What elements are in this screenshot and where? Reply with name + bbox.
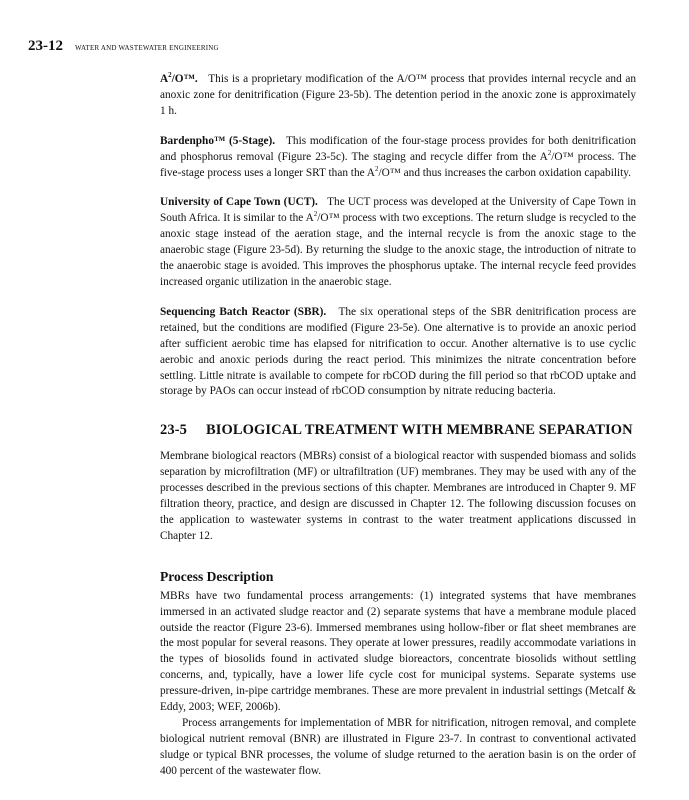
paragraph-text: /O™ process. The five-stage process uses a longer SRT than the A [160,150,636,179]
page-body [160,72,636,794]
paragraph-text: /O™ process with two exceptions. The return sludge is recycled to the anoxic stage instead of the aeration stage, and the internal recycle is from the anoxic stage to the anaerobic stage (Figure 23-5d). By returning the sludge to the anoxic stage, the introduction of nitrate to the anaerobic stage is avoided. This improves the phosphorus uptake. The internal recycle feed provides increased organic utilization in the anaerobic stage. [160,212,636,288]
run-in-heading: Sequencing Batch Reactor (SBR). [160,305,327,318]
process-description-paragraph: MBRs have two fundamental process arrangements: (1) integrated systems that have membranes immersed in an activated sludge reactor and (2) separate systems that have a membrane module placed outside the reactor (Figure 23-6). Immersed membranes using hollow-fiber or flat sheet membranes are the most popular for several reasons. They operate at lower pressures, readily accommodate variations in the types of biosolids found in activated sludge bioreactors, concentrate biosolids without settling concerns, and, typically, have a lower life cycle cost for municipal systems. Separate systems use pressure-driven, in-pipe cartridge membranes. These are more prevalent in industrial settings (Metcalf & Eddy, 2003; WEF, 2006b). [160,589,636,714]
paragraph-sbr [160,305,636,400]
paragraph-text: This is a proprietary modification of the A/O™ process that provides internal recycle and an anoxic zone for denitrification (Figure 23-5b). The detention period in the anoxic zone is approximately 1 h. [160,73,636,117]
paragraph-text: /O™ and thus increases the carbon oxidation capability. [378,166,631,179]
run-in-heading: University of Cape Town (UCT). [160,196,318,209]
paragraph-text: The UCT process was developed at the University of Cape Town in South Africa. It is similar to the A [160,196,636,225]
paragraph-text: The six operational steps of the SBR denitrification process are retained, but the conditions are modified (Figure 23-5e). One alternative is to provide an anoxic period after sufficient aerobic time has elapsed for nitrification to occur. Another alternative is to use cyclic aerobic and anoxic periods during the react period. This minimizes the nitrate concentration before settling. Little nitrate is available to compete for rbCOD during the fill period so that rbCOD uptake and storage by PAOs can occur instead of rbCOD consumption by nitrate reducing bacteria. [160,305,636,398]
paragraph-a2o [160,72,636,120]
paragraph-text: This modification of the four-stage process provides for both denitrification and phosphorus removal (Figure 23-5c). The staging and recycle differ from the A [160,134,636,163]
section-heading [160,422,636,439]
section-title: BIOLOGICAL TREATMENT WITH MEMBRANE SEPARATION [206,422,633,439]
paragraph-bardenpho: Bardenpho™ (5-Stage). This modification of the four-stage process provides for both denitrification and phosphorus removal (Figure 23-5c). The staging and recycle differ from the $A^2/O™$ process. The five-stage process uses a longer SRT than the $A^2/O™$ and thus increases the carbon oxidation capability. [160,134,636,179]
process-arrangement-paragraph: Process arrangements for implementation of MBR for nitrification, nitrogen removal, and complete biological nutrient removal (BNR) are illustrated in Figure 23-7. In contrast to conventional activated sludge or typical BNR processes, the volume of sludge returned to the aeration basin is on the order of 400 percent of the wastewater flow. [160,717,636,777]
running-title: WATER AND WASTEWATER ENGINEERING [75,44,219,52]
run-in-heading: $A^2/O™$. [160,71,198,85]
page-number: 23-12 [28,38,63,54]
page-header [28,38,219,55]
section-number: 23-5 [160,422,187,439]
paragraph-uct: University of Cape Town (UCT). The UCT process was developed at the University of Cape Town in South Africa. It is similar to the $A^2/O™$ process with two exceptions. The return sludge is recycled to the anoxic stage instead of the aeration stage, and the internal recycle is from the anoxic stage to the anaerobic stage (Figure 23-5d). By returning the sludge to the anoxic stage, the introduction of nitrate to the anaerobic stage is avoided. This improves the phosphorus uptake. The internal recycle feed provides increased organic utilization in the anaerobic stage. [160,196,636,288]
run-in-heading: Bardenpho™ (5-Stage). [160,134,276,147]
section-intro-paragraph: Membrane biological reactors (MBRs) consist of a biological reactor with suspended biomass and solids separation by microfiltration (MF) or ultrafiltration (UF) membranes. They may be used with any of the processes described in the previous sections of this chapter. Membranes are introduced in Chapter 9. MF filtration theory, practice, and design are discussed in Chapter 12. The following discussion focuses on the application to wastewater systems in contrast to the water treatment applications discussed in Chapter 12. [160,450,636,542]
subsection-heading: Process Description [160,568,274,584]
